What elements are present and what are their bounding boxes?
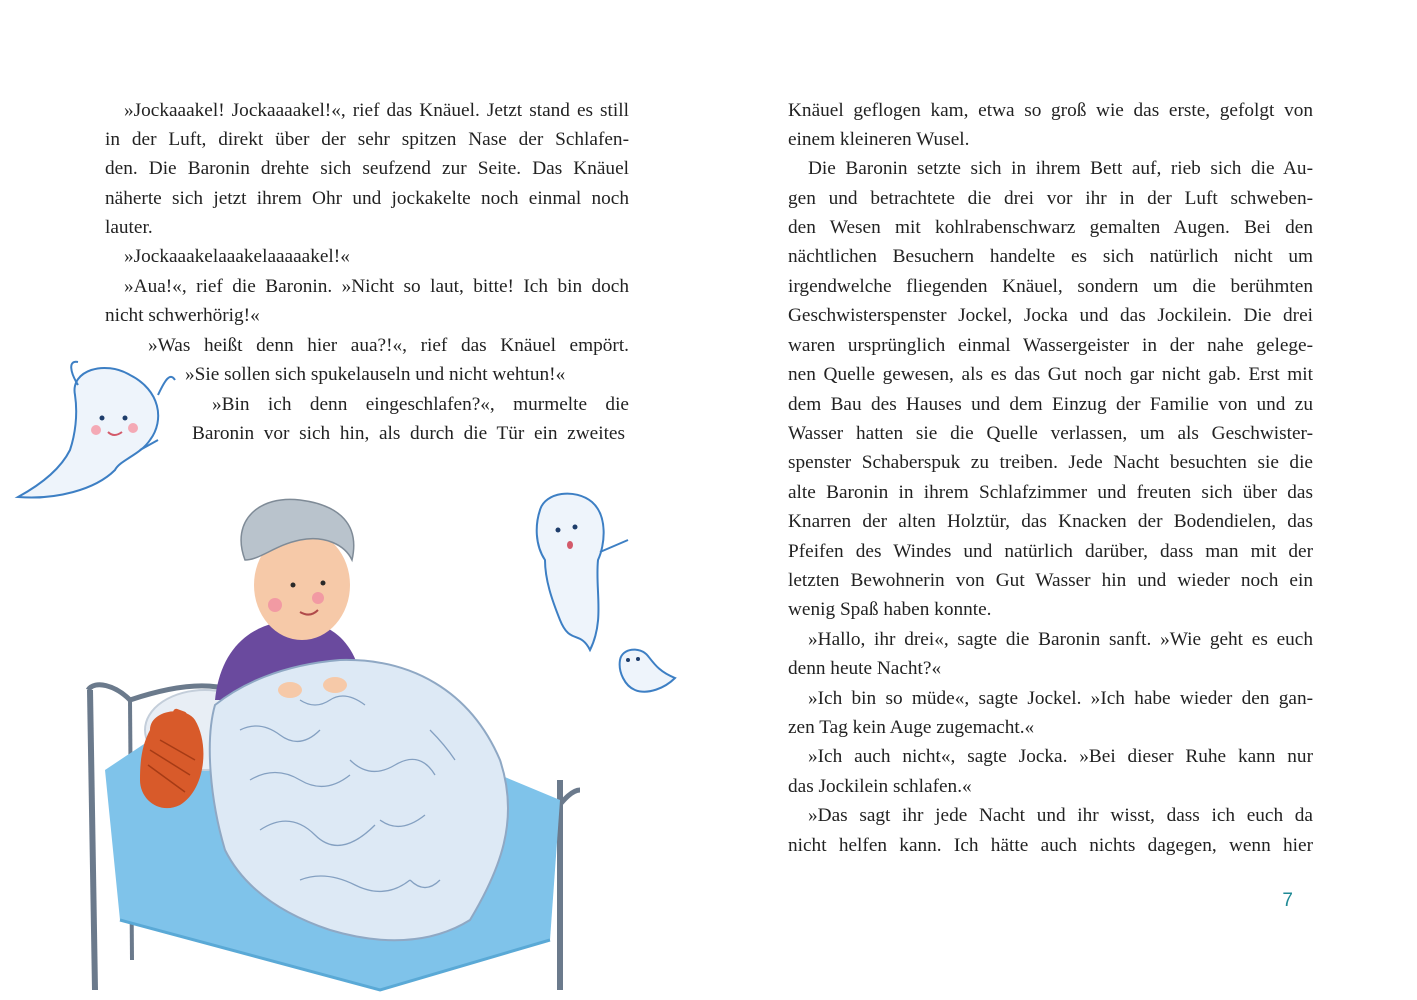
left-page-text-line: »Was heißt denn hier aua?!«, rief das Knäuel empört.: [148, 335, 629, 356]
right-page-text-line: »Das sagt ihr jede Nacht und ihr wisst, dass ich euch da: [808, 805, 1313, 826]
left-page-text-line: lauter.: [105, 217, 153, 238]
right-page-text-line: nicht helfen kann. Ich hätte auch nichts dagegen, wenn hier: [788, 835, 1313, 856]
right-page-text-line: Die Baronin setzte sich in ihrem Bett auf, rieb sich die Au-: [808, 158, 1313, 179]
left-page-text-line: »Sie sollen sich spukelauseln und nicht wehtun!«: [185, 364, 566, 385]
left-page-text-line: »Jockaaakelaaakelaaaaakel!«: [124, 246, 350, 267]
left-page-text-line: »Bin ich denn eingeschlafen?«, murmelte die: [212, 394, 629, 415]
right-page-text-line: gen und betrachtete die drei vor ihr in der Luft schweben-: [788, 188, 1313, 209]
page-number: 7: [1282, 890, 1293, 911]
right-page-text-line: alte Baronin in ihrem Schlafzimmer und freuten sich über das: [788, 482, 1313, 503]
right-page-text-line: denn heute Nacht?«: [788, 658, 942, 679]
right-page-text-line: spenster Schaberspuk zu treiben. Jede Nacht besuchten sie die: [788, 452, 1313, 473]
right-page-text-line: Pfeifen des Windes und natürlich darüber, dass man mit der: [788, 541, 1313, 562]
right-page-text-line: Wasser hatten sie die Quelle verlassen, um als Geschwister-: [788, 423, 1313, 444]
left-page-text-line: Baronin vor sich hin, als durch die Tür ein zweites: [192, 423, 625, 444]
left-page-text-line: »Jockaaakel! Jockaaaakel!«, rief das Knäuel. Jetzt stand es still: [124, 100, 629, 121]
right-page-text-line: Knarren der alten Holztür, das Knacken der Bodendielen, das: [788, 511, 1313, 532]
right-page-text-line: letzten Bewohnerin von Gut Wasser hin und wieder noch ein: [788, 570, 1313, 591]
ghost-middle-icon: [537, 494, 628, 650]
left-page-text-line: in der Luft, direkt über der sehr spitzen Nase der Schlafen-: [105, 129, 629, 150]
right-page-text-line: nächtlichen Besuchern handelte es sich natürlich nicht um: [788, 246, 1313, 267]
right-page-text-line: Knäuel geflogen kam, etwa so groß wie das erste, gefolgt von: [788, 100, 1313, 121]
right-page-text-line: das Jockilein schlafen.«: [788, 776, 972, 797]
left-page-text-line: den. Die Baronin drehte sich seufzend zur Seite. Das Knäuel: [105, 158, 629, 179]
right-page-text-line: nen Quelle gewesen, als es das Gut noch gar nicht gab. Erst mit: [788, 364, 1313, 385]
right-page-text-line: wenig Spaß haben konnte.: [788, 599, 992, 620]
ghost-small-icon: [620, 650, 675, 692]
bed-illustration: [0, 0, 700, 1000]
right-page-text-line: irgendwelche fliegenden Knäuel, sondern um die berühmten: [788, 276, 1313, 297]
right-page-text-line: »Hallo, ihr drei«, sagte die Baronin sanft. »Wie geht es euch: [808, 629, 1313, 650]
ghost-left-icon: [18, 362, 175, 498]
left-page-text-line: »Aua!«, rief die Baronin. »Nicht so laut, bitte! Ich bin doch: [124, 276, 629, 297]
right-page-text-line: waren ursprünglich einmal Wassergeister in der nahe gelege-: [788, 335, 1313, 356]
right-page-text-line: einem kleineren Wusel.: [788, 129, 970, 150]
right-page-text-line: »Ich bin so müde«, sagte Jockel. »Ich habe wieder den gan-: [808, 688, 1313, 709]
left-page-text-line: näherte sich jetzt ihrem Ohr und jockakelte noch einmal noch: [105, 188, 629, 209]
right-page-text-line: zen Tag kein Auge zugemacht.«: [788, 717, 1035, 738]
right-page-text-line: den Wesen mit kohlrabenschwarz gemalten Augen. Bei den: [788, 217, 1313, 238]
left-page-text-line: nicht schwerhörig!«: [105, 305, 260, 326]
right-page-text-line: dem Bau des Hauses und dem Einzug der Familie von und zu: [788, 394, 1313, 415]
right-page-text-line: »Ich auch nicht«, sagte Jocka. »Bei dieser Ruhe kann nur: [808, 746, 1313, 767]
right-page-text-line: Geschwisterspenster Jockel, Jocka und das Jockilein. Die drei: [788, 305, 1313, 326]
